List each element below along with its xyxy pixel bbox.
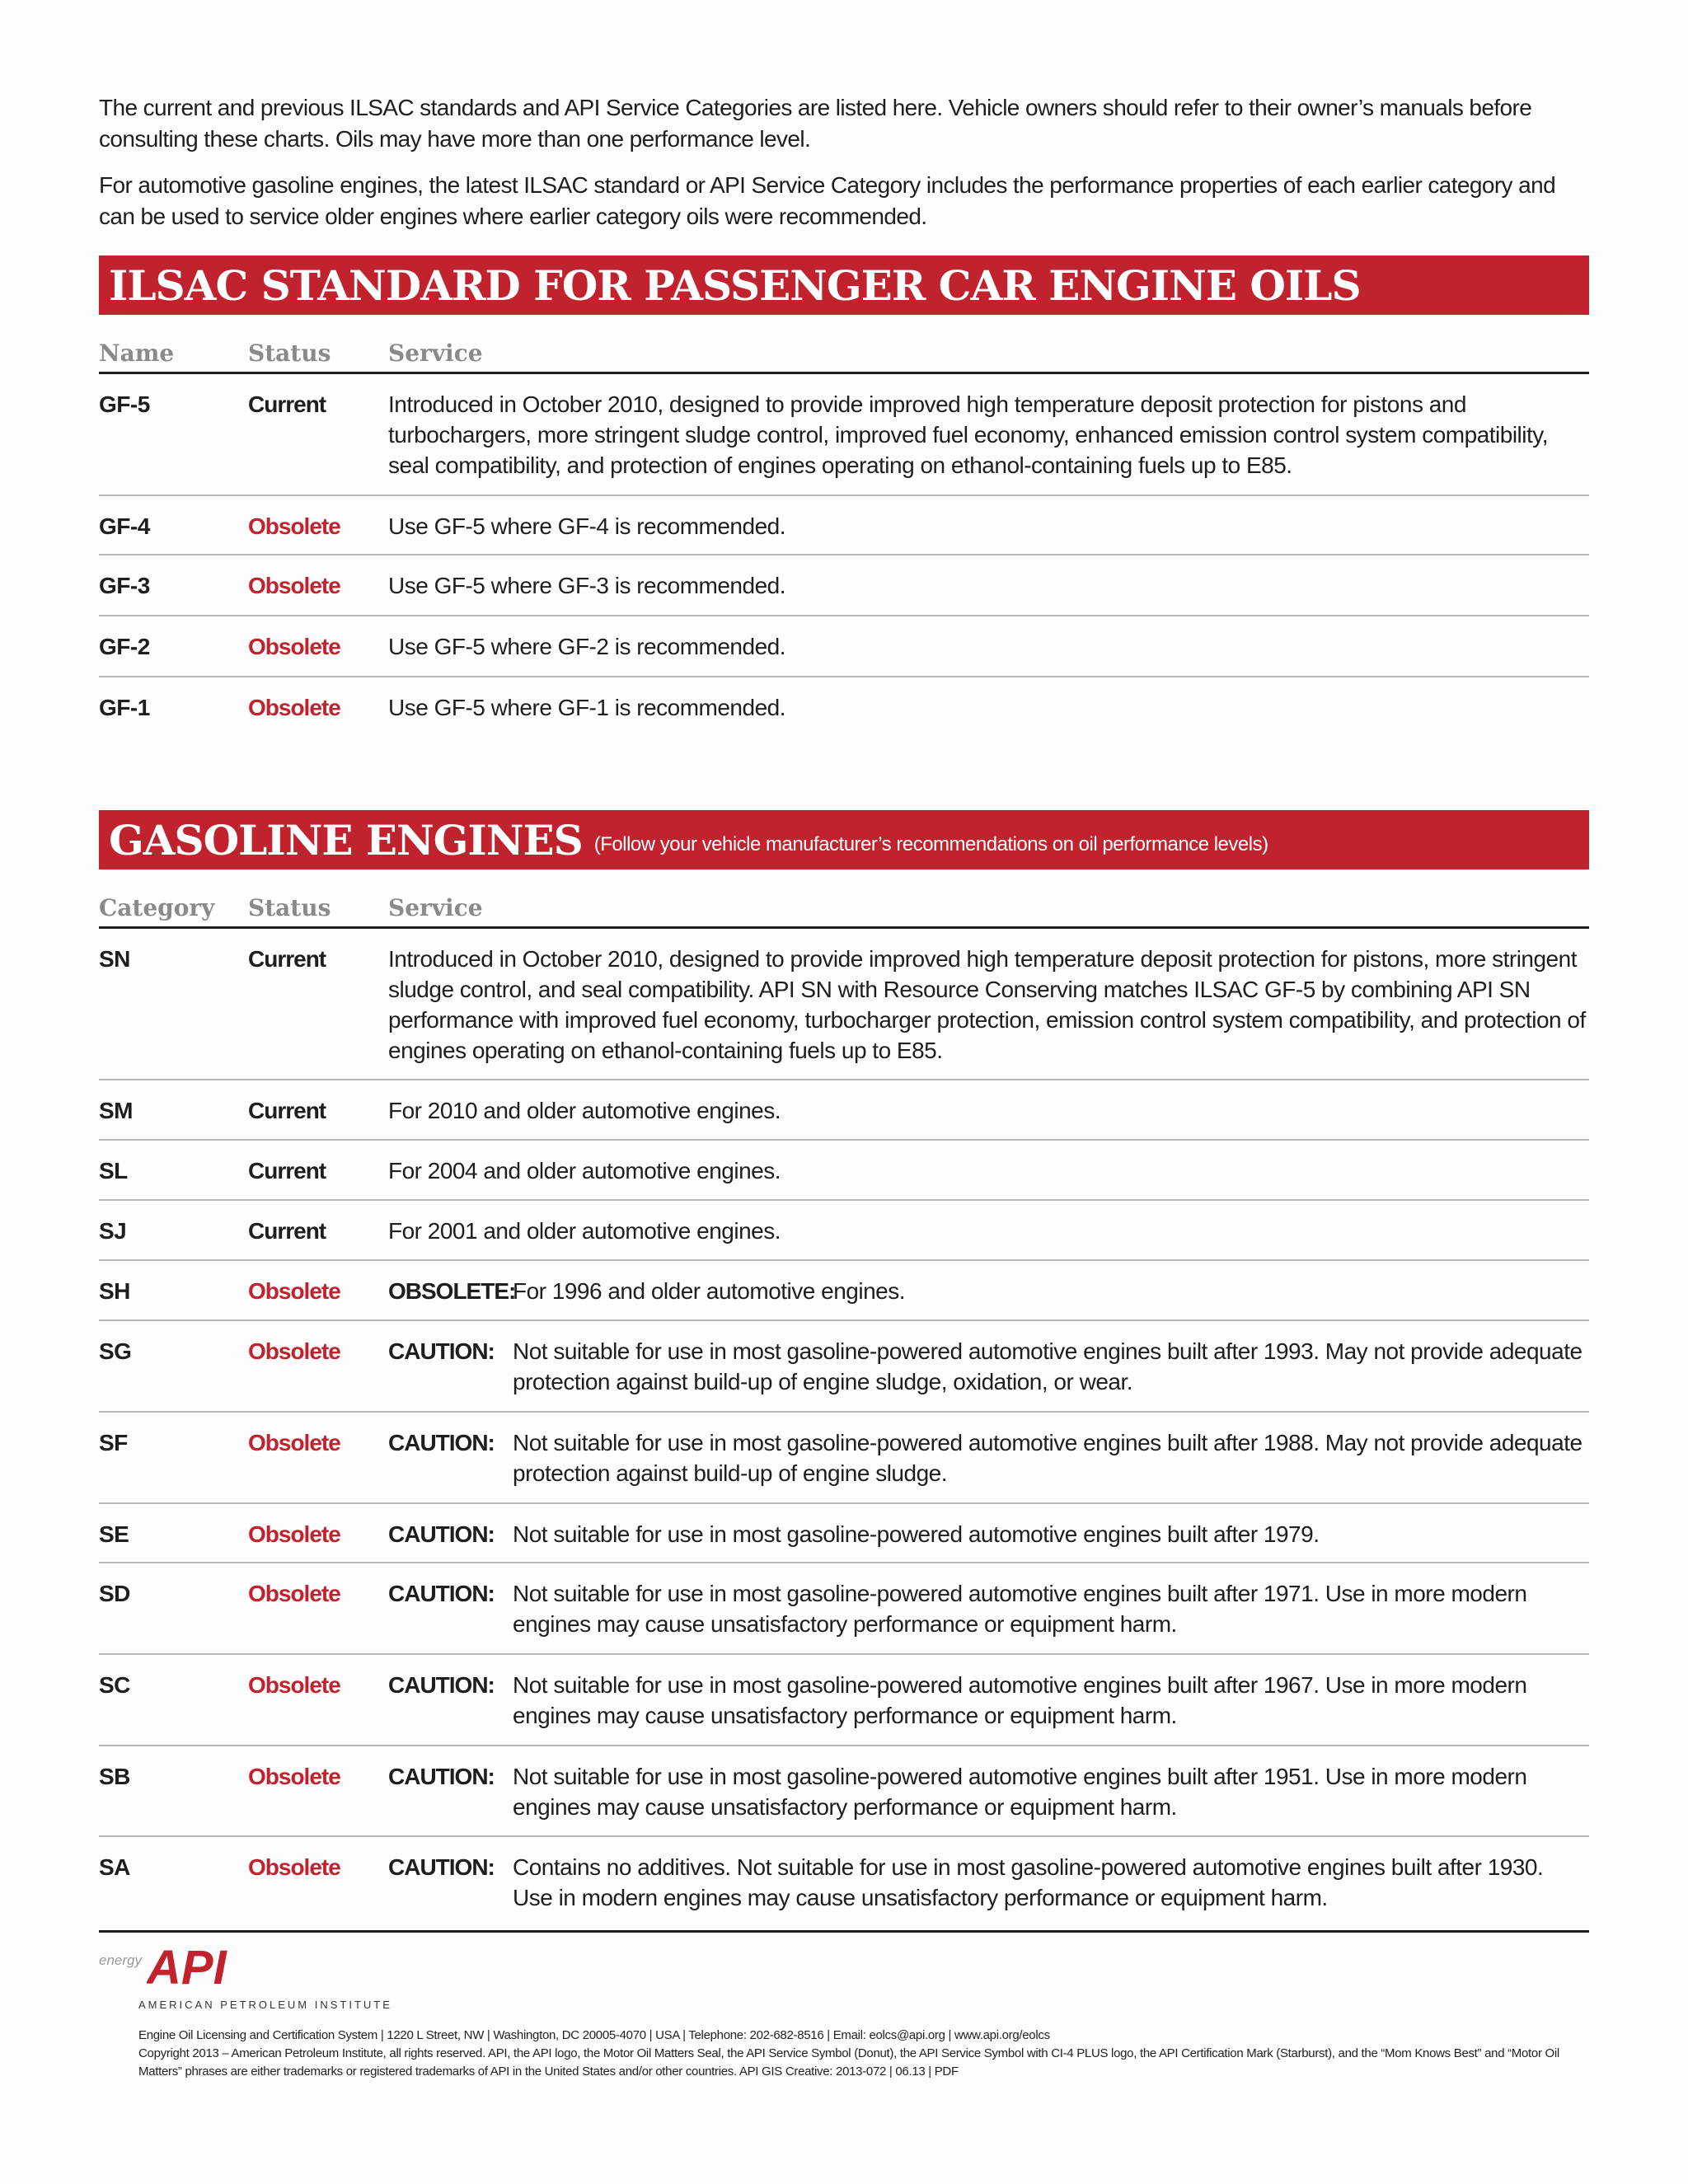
status-badge: Obsolete bbox=[248, 1521, 340, 1547]
row-name: SM bbox=[99, 1098, 133, 1123]
row-name: SA bbox=[99, 1854, 130, 1880]
row-name: SB bbox=[99, 1764, 130, 1789]
gasoline-row-sh bbox=[99, 1261, 1589, 1321]
header-service: Service bbox=[388, 894, 483, 921]
row-name: GF-4 bbox=[99, 513, 150, 539]
intro-paragraph-2: For automotive gasoline engines, the latest ILSAC standard or API Service Category includes the performance properties of each earlier category and can be used to service older engines where earlier category oils were recommended. bbox=[99, 172, 1556, 229]
caution-label: CAUTION: bbox=[388, 1764, 495, 1789]
row-name: SE bbox=[99, 1521, 129, 1547]
row-service: Introduced in October 2010, designed to provide improved high temperature deposit protection for pistons and turbochargers, more stringent sludge control, improved fuel economy, enhanced emission control system compatibility, seal compatibility, and protection of engines operating on ethanol-containing fuels up to E85. bbox=[388, 391, 1548, 478]
row-service: For 2001 and older automotive engines. bbox=[388, 1218, 781, 1244]
status-badge: Obsolete bbox=[248, 1338, 340, 1364]
ilsac-section-title: ILSAC STANDARD FOR PASSENGER CAR ENGINE OILS bbox=[109, 260, 1361, 310]
row-service: Not suitable for use in most gasoline-powered automotive engines built after 1951. Use in more modern engines may cause unsatisfactory performance or equipment harm. bbox=[513, 1764, 1527, 1820]
row-service: Use GF-5 where GF-3 is recommended. bbox=[388, 573, 785, 598]
logo-mark-text: API bbox=[147, 1943, 227, 1990]
header-service: Service bbox=[388, 340, 483, 367]
caution-label: CAUTION: bbox=[388, 1521, 495, 1547]
caution-label: CAUTION: bbox=[388, 1672, 495, 1698]
gasoline-table-header bbox=[99, 894, 1589, 929]
row-name: SF bbox=[99, 1430, 128, 1455]
row-service: Not suitable for use in most gasoline-powered automotive engines built after 1988. May not provide adequate protection against build-up of engine sludge. bbox=[513, 1430, 1582, 1486]
row-name: GF-3 bbox=[99, 573, 150, 598]
gasoline-row-sl bbox=[99, 1141, 1589, 1201]
status-badge: Obsolete bbox=[248, 513, 340, 539]
row-name: SC bbox=[99, 1672, 130, 1698]
row-name: SJ bbox=[99, 1218, 127, 1244]
caution-label: CAUTION: bbox=[388, 1430, 495, 1455]
ilsac-row-gf4 bbox=[99, 496, 1589, 555]
status-badge: Obsolete bbox=[248, 634, 340, 659]
status-badge: Obsolete bbox=[248, 695, 340, 720]
gasoline-row-sj bbox=[99, 1201, 1589, 1261]
ilsac-row-gf2 bbox=[99, 616, 1589, 677]
gasoline-section-banner bbox=[99, 810, 1589, 869]
gasoline-row-sa bbox=[99, 1837, 1589, 1928]
ilsac-section-banner bbox=[99, 255, 1589, 315]
row-name: SH bbox=[99, 1278, 130, 1304]
status-badge: Current bbox=[248, 946, 326, 972]
gasoline-row-se bbox=[99, 1504, 1589, 1563]
row-service: Not suitable for use in most gasoline-powered automotive engines built after 1993. May not provide adequate protection against build-up of engine sludge, oxidation, or wear. bbox=[513, 1338, 1582, 1394]
status-badge: Current bbox=[248, 1158, 326, 1183]
row-service: Not suitable for use in most gasoline-powered automotive engines built after 1971. Use in more modern engines may cause unsatisfactory performance or equipment harm. bbox=[513, 1581, 1527, 1637]
ilsac-row-gf5 bbox=[99, 374, 1589, 496]
row-service: For 1996 and older automotive engines. bbox=[513, 1278, 905, 1304]
status-badge: Obsolete bbox=[248, 1430, 340, 1455]
status-badge: Obsolete bbox=[248, 1854, 340, 1880]
logo-energy-text: energy bbox=[99, 1952, 142, 1968]
row-name: SD bbox=[99, 1581, 130, 1606]
status-badge: Current bbox=[248, 391, 326, 417]
row-name: SL bbox=[99, 1158, 128, 1183]
intro-paragraph-1: The current and previous ILSAC standards and API Service Categories are listed here. Vehicle owners should refer to their owner’s manuals before consulting these charts. Oils may have more than one performance level. bbox=[99, 95, 1532, 152]
row-name: SN bbox=[99, 946, 130, 972]
header-category: Category bbox=[99, 894, 215, 921]
row-name: GF-1 bbox=[99, 695, 150, 720]
gasoline-section-title: GASOLINE ENGINES bbox=[109, 815, 583, 865]
ilsac-row-gf1 bbox=[99, 677, 1589, 738]
status-badge: Current bbox=[248, 1218, 326, 1244]
header-status: Status bbox=[248, 340, 331, 367]
ilsac-table-header bbox=[99, 340, 1589, 374]
caution-label: CAUTION: bbox=[388, 1338, 495, 1364]
row-service: Use GF-5 where GF-2 is recommended. bbox=[388, 634, 785, 659]
row-name: SG bbox=[99, 1338, 132, 1364]
row-name: GF-5 bbox=[99, 391, 150, 417]
api-logo bbox=[99, 1941, 392, 2015]
ilsac-row-gf3 bbox=[99, 555, 1589, 616]
caution-label: CAUTION: bbox=[388, 1581, 495, 1606]
header-name: Name bbox=[99, 340, 175, 367]
status-badge: Current bbox=[248, 1098, 326, 1123]
gasoline-row-sb bbox=[99, 1746, 1589, 1837]
obsolete-label: OBSOLETE: bbox=[388, 1278, 516, 1304]
status-badge: Obsolete bbox=[248, 1278, 340, 1304]
gasoline-row-sg bbox=[99, 1321, 1589, 1413]
row-service: Not suitable for use in most gasoline-powered automotive engines built after 1979. bbox=[513, 1521, 1320, 1547]
gasoline-row-sn bbox=[99, 929, 1589, 1080]
row-service: Use GF-5 where GF-4 is recommended. bbox=[388, 513, 785, 539]
row-service: For 2010 and older automotive engines. bbox=[388, 1098, 781, 1123]
row-service: For 2004 and older automotive engines. bbox=[388, 1158, 781, 1183]
row-service: Contains no additives. Not suitable for use in most gasoline-powered automotive engines built after 1930. Use in modern engines may cause unsatisfactory performance or equipment harm. bbox=[513, 1854, 1544, 1910]
footer-contact-line: Engine Oil Licensing and Certification System | 1220 L Street, NW | Washington, DC 20005-4070 | USA | Telephone: 202-682-8516 | Email: eolcs@api.org | www.api.org/eolcs bbox=[138, 2028, 1050, 2042]
status-badge: Obsolete bbox=[248, 1764, 340, 1789]
status-badge: Obsolete bbox=[248, 1581, 340, 1606]
api-logo-mark-icon bbox=[147, 1943, 251, 1990]
row-service: Not suitable for use in most gasoline-powered automotive engines built after 1967. Use in more modern engines may cause unsatisfactory performance or equipment harm. bbox=[513, 1672, 1527, 1728]
gasoline-row-sd bbox=[99, 1563, 1589, 1655]
row-service: Use GF-5 where GF-1 is recommended. bbox=[388, 695, 785, 720]
logo-institute-name: AMERICAN PETROLEUM INSTITUTE bbox=[138, 1999, 392, 2011]
footer-copyright: Copyright 2013 – American Petroleum Institute, all rights reserved. API, the API logo, the Motor Oil Matters Seal, the API Service Symbol (Donut), the API Service Symbol with CI-4 PLUS logo, the API Certification Mark (Starburst), and the “Mom Knows Best” and “Motor Oil Matters” phrases are either trademarks or registered trademarks of API in the United States and/or other countries. API GIS Creative: 2013-072 | 06.13 | PDF bbox=[138, 2046, 1559, 2079]
row-service: Introduced in October 2010, designed to provide improved high temperature deposit protection for pistons, more stringent sludge control, and seal compatibility. API SN with Resource Conserving matches ILSAC GF-5 by combining API SN performance with improved fuel economy, turbocharger protection, emission control system compatibility, and protection of engines operating on ethanol-containing fuels up to E85. bbox=[388, 946, 1586, 1063]
gasoline-row-sm bbox=[99, 1080, 1589, 1141]
header-status: Status bbox=[248, 894, 331, 921]
caution-label: CAUTION: bbox=[388, 1854, 495, 1880]
gasoline-section-subtitle: (Follow your vehicle manufacturer’s recommendations on oil performance levels) bbox=[593, 833, 1268, 855]
status-badge: Obsolete bbox=[248, 1672, 340, 1698]
status-badge: Obsolete bbox=[248, 573, 340, 598]
gasoline-row-sc bbox=[99, 1655, 1589, 1746]
row-name: GF-2 bbox=[99, 634, 150, 659]
bottom-divider bbox=[99, 1930, 1589, 1933]
gasoline-row-sf bbox=[99, 1413, 1589, 1504]
